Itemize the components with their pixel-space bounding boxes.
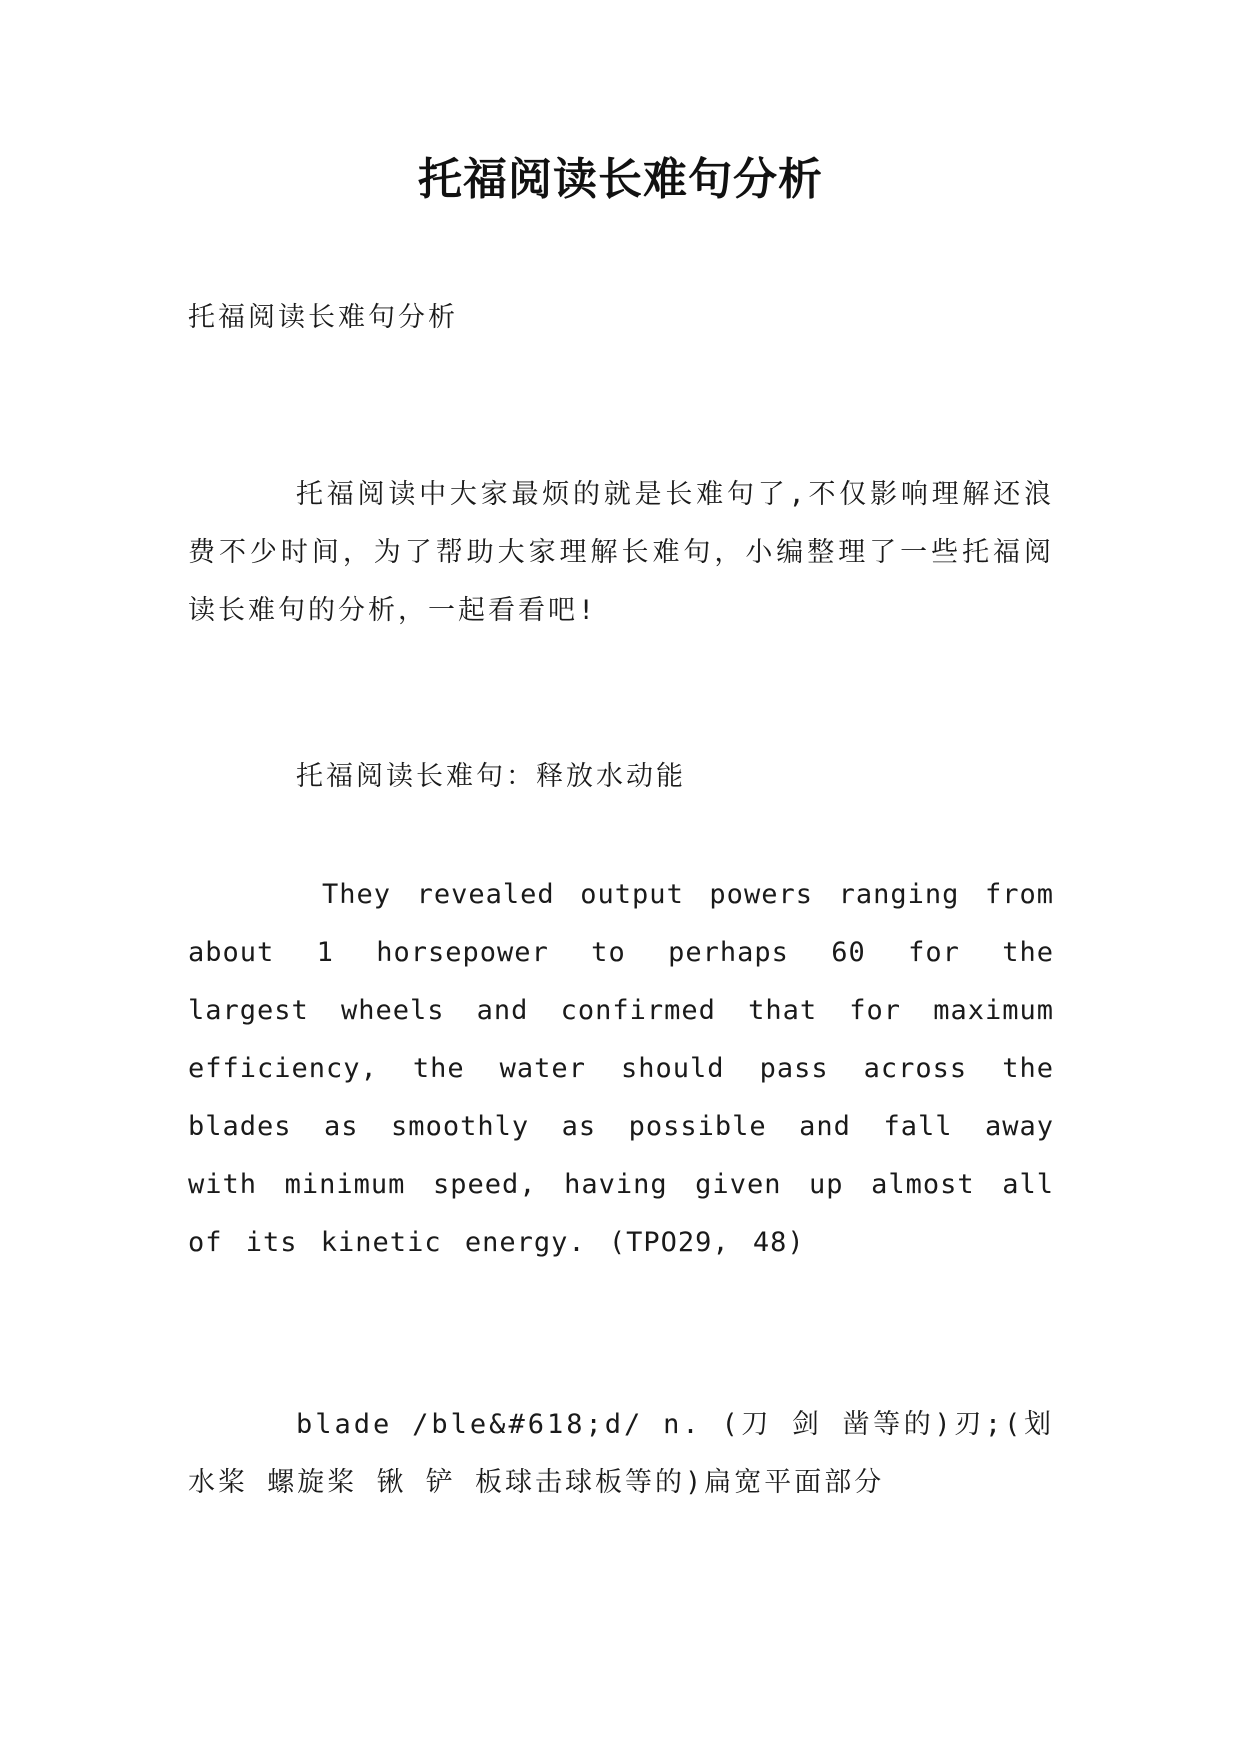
vocabulary-note: blade /ble&#618;d/ n. (刀 剑 凿等的)刃;(划水桨 螺旋桨 锹 铲 板球击球板等的)扁宽平面部分 (188, 1409, 1054, 1498)
document-subtitle: 托福阅读长难句分析 (188, 302, 458, 333)
english-passage: They revealed output powers ranging from about 1 horsepower to perhaps 60 for the largest wheels and confirmed that for maximum efficiency, the water should pass across the blades as smoothly as possible and fall away with minimum speed, having given up almost all of its kinetic energy. (TPO29, 48) (188, 879, 1054, 1258)
document-title: 托福阅读长难句分析 (418, 154, 823, 205)
section-heading: 托福阅读长难句：释放水动能 (296, 761, 686, 792)
intro-paragraph: 托福阅读中大家最烦的就是长难句了,不仅影响理解还浪费不少时间，为了帮助大家理解长难句，小编整理了一些托福阅读长难句的分析，一起看看吧! (188, 479, 1054, 626)
